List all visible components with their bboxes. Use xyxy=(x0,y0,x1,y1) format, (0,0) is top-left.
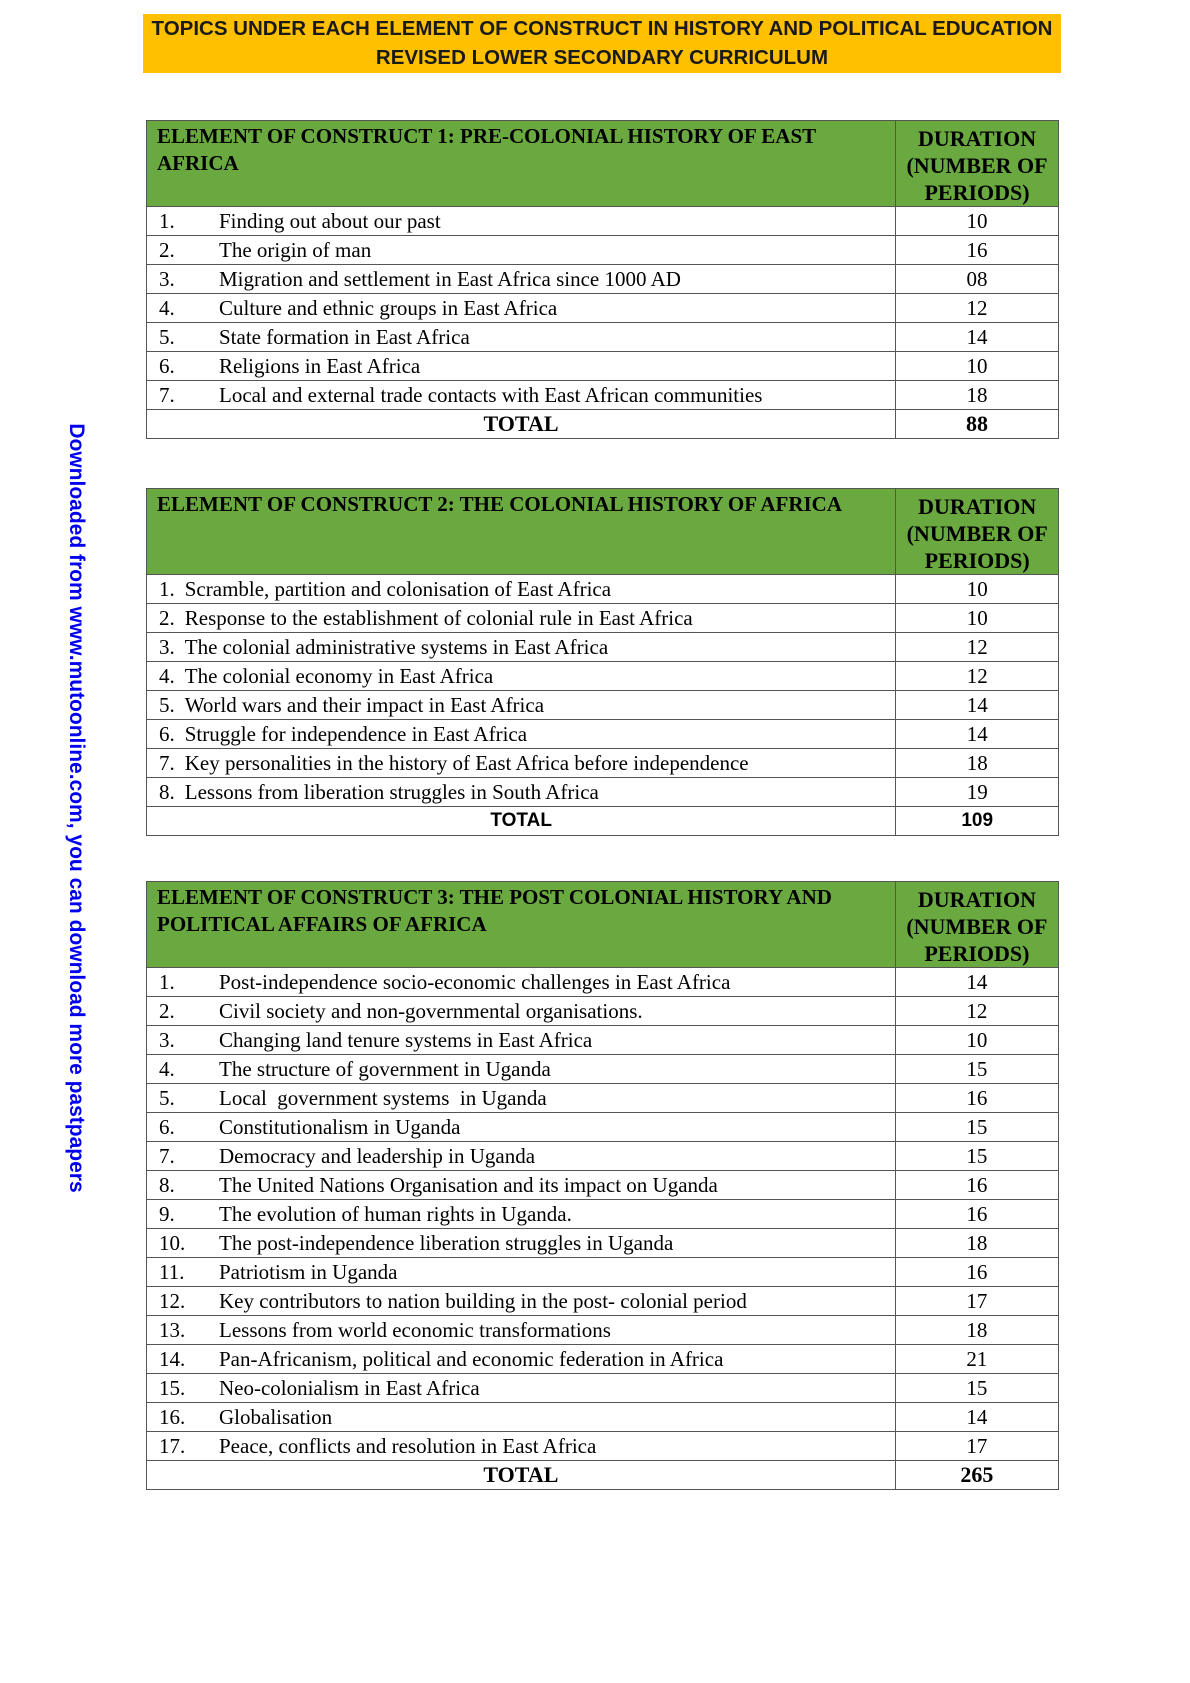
topic-periods: 18 xyxy=(895,1316,1058,1345)
topic-number: 4. xyxy=(159,296,175,320)
table-row xyxy=(147,1229,1059,1258)
table-element-1 xyxy=(146,120,1059,439)
topic-periods: 15 xyxy=(895,1142,1058,1171)
table-row xyxy=(147,323,1059,352)
table-row xyxy=(147,381,1059,410)
topic-name: Lessons from liberation struggles in South Africa xyxy=(184,780,599,804)
topic-name: Religions in East Africa xyxy=(219,354,421,378)
topic-number: 3. xyxy=(159,1028,175,1052)
topic-periods: 08 xyxy=(896,265,1059,294)
duration-header: DURATION (NUMBER OF PERIODS) xyxy=(895,882,1058,968)
table-row xyxy=(147,1316,1059,1345)
topic-name: Civil society and non-governmental organisations. xyxy=(219,999,643,1023)
duration-header: DURATION (NUMBER OF PERIODS) xyxy=(896,489,1059,575)
section-header xyxy=(147,882,1059,968)
topic-name: Local and external trade contacts with East African communities xyxy=(219,383,763,407)
topic-name: Response to the establishment of colonial rule in East Africa xyxy=(184,606,693,630)
topic-number: 5. xyxy=(159,1086,175,1110)
total-row xyxy=(147,1461,1059,1490)
topic-name: The evolution of human rights in Uganda. xyxy=(219,1202,572,1226)
table-row xyxy=(147,1026,1059,1055)
topic-periods: 16 xyxy=(895,1171,1058,1200)
topic-number: 8. xyxy=(159,780,175,804)
table-row xyxy=(147,604,1059,633)
topic-number: 3. xyxy=(159,635,175,659)
banner-line-1: TOPICS UNDER EACH ELEMENT OF CONSTRUCT IN HISTORY AND POLITICAL EDUCATION xyxy=(151,17,1053,40)
topic-periods: 10 xyxy=(896,352,1059,381)
topic-number: 6. xyxy=(159,354,175,378)
banner-line-2: REVISED LOWER SECONDARY CURRICULUM xyxy=(375,46,829,69)
topic-name: The colonial administrative systems in East Africa xyxy=(184,635,609,659)
topic-name: Finding out about our past xyxy=(219,209,441,233)
topic-number: 10. xyxy=(159,1231,186,1255)
topic-periods: 16 xyxy=(895,1084,1058,1113)
topic-name: World wars and their impact in East Africa xyxy=(184,693,545,717)
table-row xyxy=(147,352,1059,381)
table-row xyxy=(147,265,1059,294)
topic-periods: 18 xyxy=(896,381,1059,410)
topic-name: Pan-Africanism, political and economic federation in Africa xyxy=(219,1347,724,1371)
topic-number: 16. xyxy=(159,1405,186,1429)
topic-periods: 19 xyxy=(896,778,1059,807)
topic-number: 15. xyxy=(159,1376,186,1400)
table-row xyxy=(147,691,1059,720)
topic-name: Key personalities in the history of East Africa before independence xyxy=(184,751,749,775)
total-value: 109 xyxy=(896,807,1059,836)
topic-name: Patriotism in Uganda xyxy=(219,1260,398,1284)
section-header xyxy=(147,489,1059,575)
topic-name: The structure of government in Uganda xyxy=(219,1057,551,1081)
topic-periods: 12 xyxy=(896,633,1059,662)
table-row xyxy=(147,1345,1059,1374)
table-row xyxy=(147,968,1059,997)
table-row xyxy=(147,294,1059,323)
table-row xyxy=(147,207,1059,236)
topic-name: Democracy and leadership in Uganda xyxy=(219,1144,536,1168)
total-row xyxy=(147,410,1059,439)
topic-number: 2. xyxy=(159,238,175,262)
section-title: ELEMENT OF CONSTRUCT 2: THE COLONIAL HISTORY OF AFRICA xyxy=(147,489,896,575)
topic-number: 12. xyxy=(159,1289,186,1313)
section-title: ELEMENT OF CONSTRUCT 1: PRE-COLONIAL HISTORY OF EAST AFRICA xyxy=(147,121,896,207)
topic-periods: 17 xyxy=(895,1432,1058,1461)
topic-number: 4. xyxy=(159,1057,175,1081)
topic-number: 1. xyxy=(159,209,175,233)
topic-number: 7. xyxy=(159,383,175,407)
topic-name: Migration and settlement in East Africa since 1000 AD xyxy=(219,267,681,291)
topic-name: State formation in East Africa xyxy=(219,325,470,349)
topic-number: 17. xyxy=(159,1434,186,1458)
topic-periods: 15 xyxy=(895,1113,1058,1142)
title-banner xyxy=(143,14,1061,73)
topic-number: 7. xyxy=(159,1144,175,1168)
topic-number: 11. xyxy=(159,1260,185,1284)
topic-name: Neo-colonialism in East Africa xyxy=(219,1376,480,1400)
topic-number: 14. xyxy=(159,1347,186,1371)
topic-name: Peace, conflicts and resolution in East Africa xyxy=(219,1434,597,1458)
topic-periods: 14 xyxy=(896,323,1059,352)
topic-periods: 18 xyxy=(896,749,1059,778)
topic-number: 2. xyxy=(159,606,175,630)
topic-periods: 18 xyxy=(895,1229,1058,1258)
topic-periods: 14 xyxy=(895,968,1058,997)
table-row xyxy=(147,1113,1059,1142)
topic-periods: 10 xyxy=(895,1026,1058,1055)
table-row xyxy=(147,1258,1059,1287)
topic-number: 9. xyxy=(159,1202,175,1226)
table-row xyxy=(147,778,1059,807)
section-title: ELEMENT OF CONSTRUCT 3: THE POST COLONIAL HISTORY AND POLITICAL AFFAIRS OF AFRICA xyxy=(147,882,896,968)
topic-number: 4. xyxy=(159,664,175,688)
topic-periods: 16 xyxy=(896,236,1059,265)
topic-name: The United Nations Organisation and its impact on Uganda xyxy=(219,1173,718,1197)
topic-periods: 10 xyxy=(896,207,1059,236)
topic-periods: 12 xyxy=(896,294,1059,323)
total-value: 265 xyxy=(895,1461,1058,1490)
topic-name: Constitutionalism in Uganda xyxy=(219,1115,461,1139)
total-label: TOTAL xyxy=(147,1461,896,1490)
table-row xyxy=(147,1142,1059,1171)
table-row xyxy=(147,1200,1059,1229)
topic-name: The post-independence liberation struggles in Uganda xyxy=(219,1231,674,1255)
topic-name: Changing land tenure systems in East Africa xyxy=(219,1028,593,1052)
topic-name: Key contributors to nation building in the post- colonial period xyxy=(219,1289,747,1313)
table-row xyxy=(147,1432,1059,1461)
table-row xyxy=(147,1403,1059,1432)
total-row xyxy=(147,807,1059,836)
topic-periods: 10 xyxy=(896,575,1059,604)
topic-periods: 14 xyxy=(896,720,1059,749)
topic-name: Culture and ethnic groups in East Africa xyxy=(219,296,558,320)
topic-name: Local government systems in Uganda xyxy=(219,1086,547,1110)
topic-number: 6. xyxy=(159,1115,175,1139)
table-row xyxy=(147,662,1059,691)
table-row xyxy=(147,236,1059,265)
total-label: TOTAL xyxy=(147,807,896,836)
topic-periods: 15 xyxy=(895,1374,1058,1403)
topic-number: 5. xyxy=(159,325,175,349)
total-label: TOTAL xyxy=(147,410,896,439)
topic-periods: 16 xyxy=(895,1258,1058,1287)
topic-periods: 12 xyxy=(896,662,1059,691)
topic-periods: 16 xyxy=(895,1200,1058,1229)
topic-number: 13. xyxy=(159,1318,186,1342)
topic-name: Struggle for independence in East Africa xyxy=(184,722,528,746)
topic-periods: 21 xyxy=(895,1345,1058,1374)
topic-number: 6. xyxy=(159,722,175,746)
download-watermark-text: Downloaded from www.mutoonline.com, you can download more pastpapers xyxy=(65,423,88,1193)
topic-name: Lessons from world economic transformations xyxy=(219,1318,611,1342)
topic-periods: 14 xyxy=(896,691,1059,720)
topic-number: 3. xyxy=(159,267,175,291)
table-row xyxy=(147,1084,1059,1113)
topic-name: Post-independence socio-economic challenges in East Africa xyxy=(219,970,731,994)
topic-name: Scramble, partition and colonisation of East Africa xyxy=(184,577,612,601)
table-row xyxy=(147,575,1059,604)
topic-number: 2. xyxy=(159,999,175,1023)
topic-periods: 17 xyxy=(895,1287,1058,1316)
table-row xyxy=(147,1171,1059,1200)
table-row xyxy=(147,997,1059,1026)
table-element-2 xyxy=(146,488,1059,836)
topic-name: The origin of man xyxy=(219,238,372,262)
topic-name: The colonial economy in East Africa xyxy=(184,664,494,688)
topic-periods: 12 xyxy=(895,997,1058,1026)
topic-number: 7. xyxy=(159,751,175,775)
topic-periods: 14 xyxy=(895,1403,1058,1432)
topic-periods: 10 xyxy=(896,604,1059,633)
table-row xyxy=(147,633,1059,662)
table-element-3 xyxy=(146,881,1059,1490)
total-value: 88 xyxy=(896,410,1059,439)
table-row xyxy=(147,749,1059,778)
duration-header: DURATION (NUMBER OF PERIODS) xyxy=(896,121,1059,207)
topic-number: 5. xyxy=(159,693,175,717)
topic-number: 8. xyxy=(159,1173,175,1197)
topic-number: 1. xyxy=(159,577,175,601)
topic-number: 1. xyxy=(159,970,175,994)
table-row xyxy=(147,1055,1059,1084)
table-row xyxy=(147,1287,1059,1316)
topic-name: Globalisation xyxy=(219,1405,333,1429)
table-row xyxy=(147,1374,1059,1403)
table-row xyxy=(147,720,1059,749)
topic-periods: 15 xyxy=(895,1055,1058,1084)
section-header xyxy=(147,121,1059,207)
